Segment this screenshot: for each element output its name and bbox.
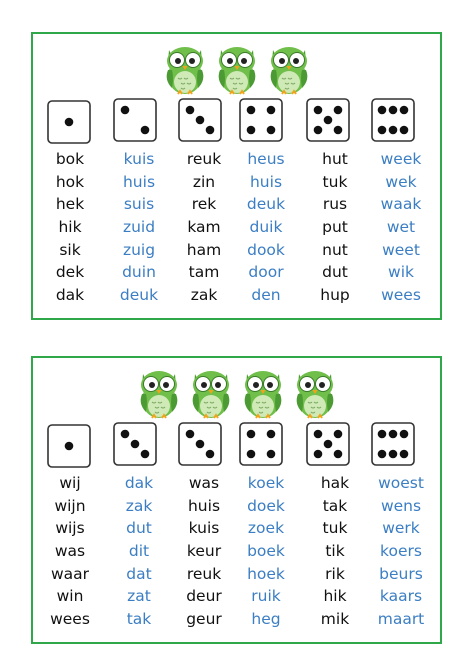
word: koek [247,474,285,492]
owl-row [33,364,440,420]
word: duik [249,218,283,237]
word: tik [325,542,345,561]
word-column [40,148,100,307]
word: wijs [55,519,85,538]
word: wek [385,172,417,191]
word: ruik [251,587,281,606]
word: wij [59,474,81,492]
owl-icon [160,40,210,96]
word: kuis [123,150,155,168]
die-icon [239,422,283,466]
word: zuid [122,218,156,237]
word: heg [251,610,281,629]
word: tak [126,610,152,629]
word: reuk [186,150,222,168]
die-icon [47,100,91,144]
word: zin [192,172,216,191]
die-icon [306,98,350,142]
word-column [371,472,431,631]
word: nut [322,240,348,259]
word: dut [126,519,152,538]
die-icon [306,422,350,466]
word: hik [58,218,82,237]
word: woest [378,474,424,492]
word: wijn [54,496,86,515]
word: dat [126,564,152,583]
word: deur [186,587,222,606]
word: rik [325,564,345,583]
word: tam [188,263,220,282]
word: dak [55,286,85,305]
word: den [251,286,281,305]
word: waak [380,195,422,214]
word: dut [322,263,348,282]
die-icon [47,424,91,468]
die-icon [178,422,222,466]
word: suis [123,195,155,214]
word: deuk [119,286,159,305]
word: wees [381,286,421,305]
word: doek [247,496,285,515]
word-column [371,148,431,307]
owl-icon [212,40,262,96]
word: zak [190,286,218,305]
die-icon [178,98,222,142]
word: wees [50,610,90,629]
word: wens [380,496,422,515]
owl-row [33,40,440,96]
word: weet [382,240,420,259]
word: boek [247,542,285,561]
owl-icon [238,364,288,420]
word: hik [323,587,347,606]
word: maart [377,610,425,629]
word: hut [322,150,348,168]
word: dak [124,474,154,492]
die-icon [113,98,157,142]
word: keur [186,542,222,561]
owl-icon [290,364,340,420]
word-column [305,472,365,631]
word-card-2 [31,356,442,644]
word-column [174,472,234,631]
word: deuk [246,195,286,214]
word: zuig [122,240,156,259]
word: was [188,474,220,492]
word: tuk [322,172,348,191]
word: win [56,587,84,606]
word: beurs [379,564,423,583]
word: heus [247,150,285,168]
owl-icon [264,40,314,96]
word-column [40,472,100,631]
die-icon [239,98,283,142]
word: wik [388,263,414,282]
word: hoek [247,564,285,583]
word: was [54,542,86,561]
dice-row [33,98,440,148]
word: sik [59,240,81,259]
word: dek [55,263,85,282]
word: zoek [247,519,285,538]
word: huis [187,496,221,515]
word: door [248,263,284,282]
word: huis [249,172,283,191]
word: duin [122,263,156,282]
word: hok [55,172,85,191]
word: waar [50,564,90,583]
word-column [109,472,169,631]
owl-icon [134,364,184,420]
word: werk [382,519,420,538]
word: bok [55,150,85,168]
word: tak [322,496,348,515]
die-icon [113,422,157,466]
word: dook [247,240,285,259]
word: ham [186,240,222,259]
word: kaars [379,587,423,606]
word: rus [322,195,348,214]
die-icon [371,98,415,142]
dice-row [33,422,440,472]
word: hak [320,474,350,492]
word: geur [186,610,222,629]
word: week [380,150,422,168]
word: rek [191,195,217,214]
word-column [305,148,365,307]
word: kuis [188,519,220,538]
word: zat [127,587,151,606]
word: wet [386,218,416,237]
word: mik [320,610,350,629]
die-icon [371,422,415,466]
word-column [109,148,169,307]
word: hek [55,195,85,214]
word: kam [187,218,221,237]
word: hup [320,286,350,305]
word-column [236,472,296,631]
word: reuk [186,564,222,583]
word: huis [122,172,156,191]
word-column [236,148,296,307]
word-card-1 [31,32,442,320]
word: zak [125,496,153,515]
word: put [322,218,348,237]
word: dit [128,542,150,561]
owl-icon [186,364,236,420]
word-column [174,148,234,307]
word: tuk [322,519,348,538]
word: koers [380,542,422,561]
